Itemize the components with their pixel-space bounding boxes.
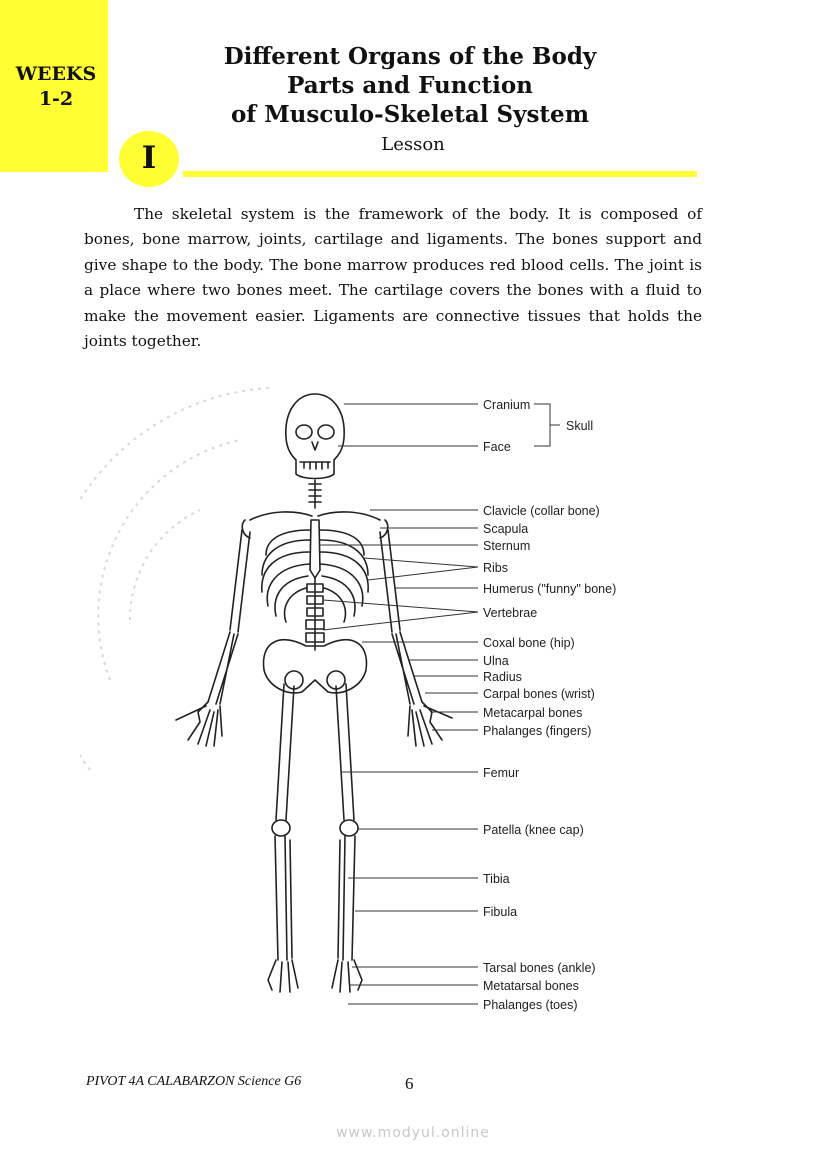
label-humerus: Humerus ("funny" bone) [483, 582, 617, 596]
label-metatarsal: Metatarsal bones [483, 979, 579, 993]
label-clavicle: Clavicle (collar bone) [483, 504, 600, 518]
section-underline [183, 171, 697, 177]
weeks-label [0, 62, 112, 112]
label-tibia: Tibia [483, 872, 510, 886]
label-ulna: Ulna [483, 654, 509, 668]
footer-source: PIVOT 4A CALABARZON Science G6 [86, 1074, 302, 1089]
label-face: Face [483, 440, 511, 454]
label-metacarpal: Metacarpal bones [483, 706, 583, 720]
skeleton-figure [176, 394, 452, 992]
section-label: Lesson [381, 134, 445, 155]
intro-paragraph: The skeletal system is the framework of the body. It is composed of bones, bone marrow, joints, cartilage and ligaments. The bones support and give shape to the body. The bone marrow produces red blood cells. The joint is a place where two bones meet. The cartilage covers the bones with a fluid to make the movement easier. Ligaments are connective tissues that holds the joints together. [84, 205, 702, 351]
label-vertebrae: Vertebrae [483, 606, 538, 620]
watermark-link[interactable]: www.modyul.online [336, 1125, 490, 1141]
skull-shape [286, 394, 344, 479]
title-line-2: Parts and Function [287, 72, 533, 99]
vertebral-column [306, 578, 324, 650]
label-radius: Radius [483, 670, 522, 684]
label-carpal: Carpal bones (wrist) [483, 687, 595, 701]
page-title [150, 42, 670, 129]
label-sternum: Sternum [483, 539, 531, 553]
leader-lines [320, 404, 560, 1004]
clavicles [250, 512, 380, 520]
section-letter: I [141, 140, 157, 176]
sternum [310, 520, 320, 578]
label-femur: Femur [483, 766, 520, 780]
label-cranium: Cranium [483, 398, 531, 412]
background-decoration [80, 388, 270, 770]
left-leg [268, 684, 298, 992]
label-fibula: Fibula [483, 905, 518, 919]
weeks-label-line2: 1-2 [38, 88, 74, 110]
label-skull: Skull [566, 419, 594, 433]
label-phalanges-fingers: Phalanges (fingers) [483, 724, 592, 738]
label-coxal: Coxal bone (hip) [483, 636, 575, 650]
title-line-1: Different Organs of the Body [223, 43, 597, 70]
skeleton-diagram [80, 380, 640, 1020]
left-arm [176, 530, 250, 746]
label-tarsal: Tarsal bones (ankle) [483, 961, 596, 975]
label-scapula: Scapula [483, 522, 529, 536]
page-number: 6 [405, 1074, 414, 1093]
weeks-label-line1: WEEKS [15, 63, 97, 85]
title-line-3: of Musculo-Skeletal System [230, 101, 590, 128]
label-patella: Patella (knee cap) [483, 823, 584, 837]
diagram-labels [483, 398, 616, 1012]
right-leg [332, 684, 362, 992]
label-ribs: Ribs [483, 561, 509, 575]
label-phalanges-toes: Phalanges (toes) [483, 998, 578, 1012]
